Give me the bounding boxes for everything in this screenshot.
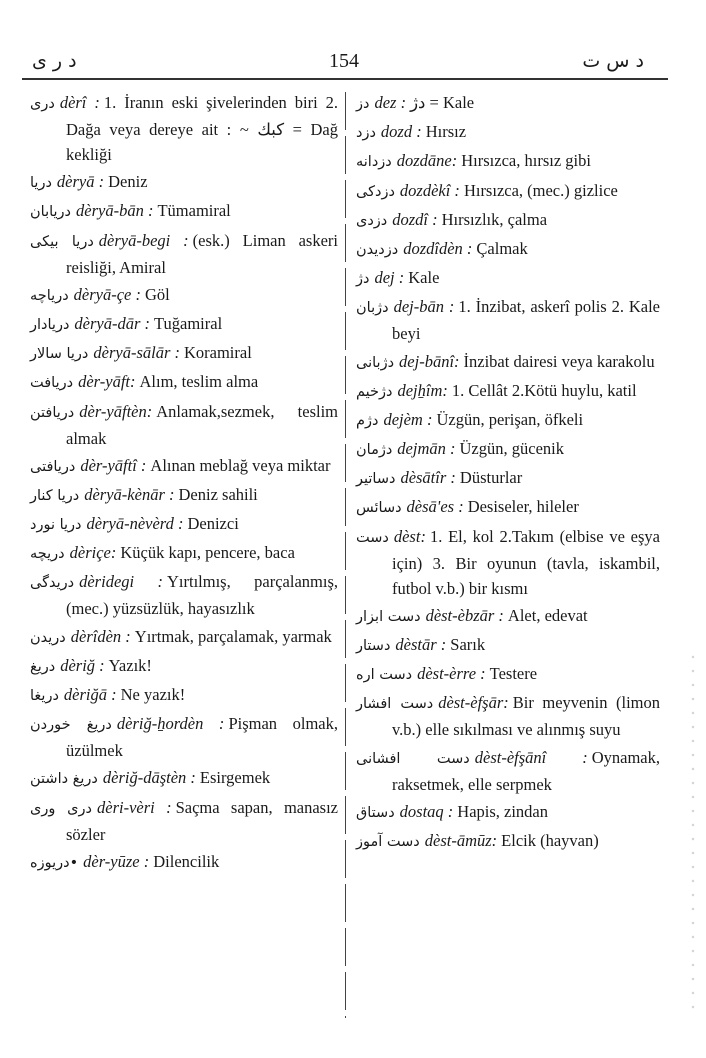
arabic-headword: دریغا bbox=[30, 688, 59, 704]
transliteration: dèryā-kènār : bbox=[84, 484, 175, 504]
definition: Saçma sapan, manasız sözler bbox=[66, 797, 338, 844]
dictionary-entry bbox=[30, 795, 338, 847]
transliteration: dèr-yāftî : bbox=[80, 455, 147, 475]
dictionary-entry bbox=[356, 236, 660, 263]
transliteration: dèryā-dār : bbox=[74, 313, 151, 333]
definition: Denizci bbox=[187, 514, 239, 534]
dictionary-entry bbox=[356, 207, 660, 234]
arabic-headword: دریاچه bbox=[30, 287, 69, 304]
transliteration: dozdèkî : bbox=[399, 180, 460, 200]
arabic-headword: دری bbox=[30, 96, 55, 112]
definition: Düsturlar bbox=[459, 468, 523, 488]
dictionary-entry bbox=[356, 294, 660, 346]
dictionary-entry bbox=[30, 653, 338, 680]
transliteration: dèridegi : bbox=[79, 572, 164, 592]
definition: İnzibat dairesi veya karakolu bbox=[463, 351, 655, 371]
arabic-headword: دزدانه bbox=[356, 154, 392, 171]
dictionary-entry bbox=[30, 540, 338, 567]
arabic-headword: دستار bbox=[356, 638, 391, 654]
arabic-headword: دساتیر bbox=[356, 471, 396, 488]
transliteration: dej-bānî: bbox=[399, 351, 460, 371]
transliteration: dèst-èfşānî : bbox=[474, 747, 588, 767]
definition: Tümamiral bbox=[157, 201, 231, 221]
dictionary-entry bbox=[30, 198, 338, 225]
transliteration: dèryā-begi : bbox=[98, 230, 189, 250]
arabic-headword: دژبان bbox=[356, 300, 389, 317]
transliteration: dèriğā : bbox=[63, 685, 117, 704]
transliteration: dostaq : bbox=[399, 801, 454, 821]
transliteration: dèst-āmūz: bbox=[424, 830, 498, 850]
definition: Hırsız bbox=[425, 122, 467, 142]
dictionary-entry bbox=[356, 265, 660, 292]
dictionary-entry bbox=[30, 282, 338, 309]
arabic-headword: دریافت bbox=[30, 375, 74, 392]
arabic-headword: دریچه bbox=[30, 546, 65, 563]
dictionary-entry bbox=[356, 148, 660, 175]
arabic-headword: دریغ خوردن bbox=[30, 717, 112, 734]
transliteration: dèr-yāftèn: bbox=[79, 401, 153, 421]
definition: 1. İranın eski şivelerinden biri 2. Dağa veya dereye ait : ~ كبك = Dağ kekliği bbox=[66, 93, 339, 164]
arabic-headword: دست افشار bbox=[356, 696, 434, 713]
definition: Sarık bbox=[450, 635, 486, 654]
transliteration: dozdîdèn : bbox=[403, 238, 473, 258]
definition: Anlamak,sezmek, teslim almak bbox=[66, 401, 338, 448]
definition: (esk.) Liman askeri reisliği, Amiral bbox=[66, 230, 339, 277]
dictionary-entry bbox=[30, 340, 338, 367]
arabic-headword: دری وری bbox=[30, 800, 92, 817]
dictionary-entry bbox=[356, 407, 660, 434]
arabic-headword: دژمان bbox=[356, 442, 393, 459]
dictionary-entry bbox=[30, 482, 338, 509]
transliteration: dèryā-sālār : bbox=[93, 343, 180, 363]
definition: Alım, teslim alma bbox=[139, 372, 259, 392]
transliteration: dèrî : bbox=[59, 93, 100, 112]
definition: Hırsızca, hırsız gibi bbox=[461, 151, 591, 171]
transliteration: dejẖîm: bbox=[397, 380, 448, 400]
dictionary-entry bbox=[356, 378, 660, 405]
dictionary-entry bbox=[30, 311, 338, 338]
transliteration: dozdāne: bbox=[396, 151, 458, 171]
transliteration: dèst: bbox=[393, 526, 426, 546]
column-divider bbox=[345, 92, 346, 1018]
definition: Tuğamiral bbox=[154, 313, 223, 333]
left-column bbox=[30, 90, 338, 878]
transliteration: dejmān : bbox=[397, 439, 456, 459]
dictionary-entry bbox=[30, 399, 338, 451]
header-right-letters: د س ت bbox=[582, 50, 644, 72]
arabic-headword: دزدكی bbox=[356, 183, 395, 200]
dictionary-entry bbox=[30, 453, 338, 480]
transliteration: dèriçe: bbox=[69, 543, 117, 563]
transliteration: dèrîdèn : bbox=[70, 626, 131, 646]
definition: Deniz bbox=[108, 172, 148, 192]
arabic-headword: دژخیم bbox=[356, 383, 393, 400]
dictionary-entry bbox=[30, 682, 338, 709]
dictionary-entry bbox=[356, 661, 660, 688]
definition: Dilencilik bbox=[153, 851, 220, 871]
arabic-headword: دریافتی bbox=[30, 458, 76, 475]
dictionary-entry bbox=[356, 119, 660, 146]
dictionary-entry bbox=[30, 228, 338, 280]
dictionary-entry bbox=[30, 624, 338, 651]
definition: Yırtmak, parçalamak, yarmak bbox=[134, 626, 332, 646]
dictionary-entry bbox=[30, 369, 338, 396]
arabic-headword: دژم bbox=[356, 412, 379, 429]
definition: Üzgün, perişan, öfkeli bbox=[436, 409, 584, 429]
arabic-headword: دژ bbox=[356, 271, 370, 288]
transliteration: dèryā-nèvèrd : bbox=[86, 514, 184, 534]
transliteration: dèstār : bbox=[395, 635, 447, 654]
definition: 1. Cellât 2.Kötü huylu, katil bbox=[451, 380, 637, 400]
dictionary-entry bbox=[30, 511, 338, 538]
dictionary-entry bbox=[356, 799, 660, 826]
transliteration: dèriğ-ẖordèn : bbox=[116, 714, 225, 734]
definition: دژ = Kale bbox=[410, 93, 475, 112]
transliteration: dez : bbox=[374, 93, 407, 112]
definition: Kale bbox=[408, 268, 440, 288]
arabic-headword: دریا سالار bbox=[30, 346, 89, 363]
definition: Hırsızca, (mec.) gizlice bbox=[463, 180, 618, 200]
definition: 1. El, kol 2.Takım (elbise ve eşya için) 3. Bir oyunun (tavla, iskambil, futbol v.b.) bir kısmı bbox=[392, 526, 660, 598]
header-rule bbox=[22, 78, 668, 80]
definition: Pişman olmak, üzülmek bbox=[66, 714, 338, 761]
dictionary-entry bbox=[356, 465, 660, 492]
definition: Esirgemek bbox=[199, 768, 271, 788]
arabic-headword: دست آموز bbox=[356, 833, 420, 850]
definition: Desiseler, hileler bbox=[467, 497, 579, 517]
dictionary-entry bbox=[30, 569, 338, 621]
definition: Oynamak, raksetmek, elle serpmek bbox=[392, 747, 660, 794]
definition: Çalmak bbox=[476, 238, 528, 258]
dictionary-entry bbox=[30, 90, 338, 167]
arabic-headword: دریا كنار bbox=[30, 487, 80, 504]
header-left-letters: د ر ی bbox=[32, 50, 77, 72]
definition: Göl bbox=[145, 284, 170, 304]
definition: Deniz sahili bbox=[178, 484, 258, 504]
definition: Alınan meblağ veya miktar bbox=[150, 455, 331, 475]
arabic-headword: دریافتن bbox=[30, 404, 75, 421]
definition: Koramiral bbox=[183, 343, 252, 363]
transliteration: dèst-èfşār: bbox=[438, 693, 509, 713]
definition: Yırtılmış, parçalanmış,(mec.) yüzsüzlük, hayasızlık bbox=[66, 572, 338, 619]
arabic-headword: •دریوزه bbox=[30, 854, 79, 871]
transliteration: dozdî : bbox=[392, 209, 438, 229]
transliteration: dèryā-çe : bbox=[73, 284, 141, 304]
definition: Bir meyvenin (limon v.b.) elle sıkılması ve alınmış suyu bbox=[392, 693, 660, 740]
arabic-headword: دریغ داشتن bbox=[30, 771, 98, 788]
transliteration: dèryā-bān : bbox=[76, 201, 154, 221]
definition: 1. İnzibat, askerî polis 2. Kale beyi bbox=[392, 297, 660, 344]
definition: Yazık! bbox=[108, 655, 152, 675]
arabic-headword: دسائس bbox=[356, 500, 402, 517]
page-header bbox=[22, 48, 666, 78]
arabic-headword: دریا بیكی bbox=[30, 233, 94, 250]
dictionary-entry bbox=[356, 828, 660, 855]
dictionary-entry bbox=[356, 632, 660, 659]
definition: Hırsızlık, çalma bbox=[441, 209, 548, 229]
page-number: 154 bbox=[329, 50, 359, 72]
definition: Alet, edevat bbox=[507, 605, 588, 625]
dictionary-entry bbox=[356, 494, 660, 521]
definition: Ne yazık! bbox=[120, 685, 186, 704]
definition: Üzgün, gücenik bbox=[459, 439, 564, 459]
dictionary-entry bbox=[30, 849, 338, 876]
definition: Testere bbox=[489, 664, 538, 684]
dictionary-entry bbox=[356, 690, 660, 742]
arabic-headword: دریغ bbox=[30, 658, 56, 675]
transliteration: dèst-èbzār : bbox=[425, 605, 504, 625]
transliteration: dej : bbox=[374, 268, 405, 288]
transliteration: dèryā : bbox=[56, 172, 105, 192]
arabic-headword: دست اره bbox=[356, 667, 413, 684]
arabic-headword: دریدن bbox=[30, 629, 66, 646]
arabic-headword: دست ابزار bbox=[356, 608, 421, 625]
dictionary-entry bbox=[356, 524, 660, 601]
dictionary-entry bbox=[356, 436, 660, 463]
arabic-headword: دست افشانی bbox=[356, 750, 470, 767]
arabic-headword: دست bbox=[356, 529, 389, 546]
definition: Hapis, zindan bbox=[457, 801, 549, 821]
arabic-headword: دستاق bbox=[356, 804, 395, 821]
arabic-headword: دزدیدن bbox=[356, 241, 399, 258]
transliteration: dozd : bbox=[380, 122, 422, 142]
right-column bbox=[356, 90, 660, 857]
dictionary-entry bbox=[30, 169, 338, 196]
definition: Elcik (hayvan) bbox=[501, 830, 599, 850]
arabic-headword: دز bbox=[356, 96, 370, 112]
paper-specks bbox=[688, 650, 698, 1010]
transliteration: dèsā'es : bbox=[406, 497, 464, 517]
arabic-headword: دریا bbox=[30, 175, 52, 192]
dictionary-entry bbox=[356, 349, 660, 376]
arabic-headword: دریا نورد bbox=[30, 517, 82, 534]
transliteration: dejèm : bbox=[383, 409, 433, 429]
transliteration: dèri-vèri : bbox=[97, 797, 172, 817]
transliteration: dèr-yūze : bbox=[83, 851, 150, 871]
transliteration: dèsātîr : bbox=[400, 468, 456, 488]
transliteration: dèriğ-dāştèn : bbox=[102, 768, 196, 788]
arabic-headword: دژبانی bbox=[356, 354, 395, 371]
dictionary-entry bbox=[356, 90, 660, 117]
arabic-headword: دریدگی bbox=[30, 575, 75, 592]
dictionary-entry bbox=[356, 603, 660, 630]
arabic-headword: دزد bbox=[356, 125, 376, 142]
arabic-headword: دزدی bbox=[356, 212, 388, 229]
arabic-headword: دریابان bbox=[30, 204, 72, 221]
transliteration: dèriğ : bbox=[60, 655, 105, 675]
dictionary-entry bbox=[356, 178, 660, 205]
definition: Küçük kapı, pencere, baca bbox=[120, 543, 295, 563]
transliteration: dej-bān : bbox=[393, 297, 455, 317]
transliteration: dèr-yāft: bbox=[78, 372, 136, 392]
transliteration: dèst-èrre : bbox=[417, 664, 486, 684]
dictionary-entry bbox=[356, 745, 660, 797]
dictionary-entry bbox=[30, 711, 338, 763]
arabic-headword: دریادار bbox=[30, 316, 70, 333]
dictionary-entry bbox=[30, 765, 338, 792]
